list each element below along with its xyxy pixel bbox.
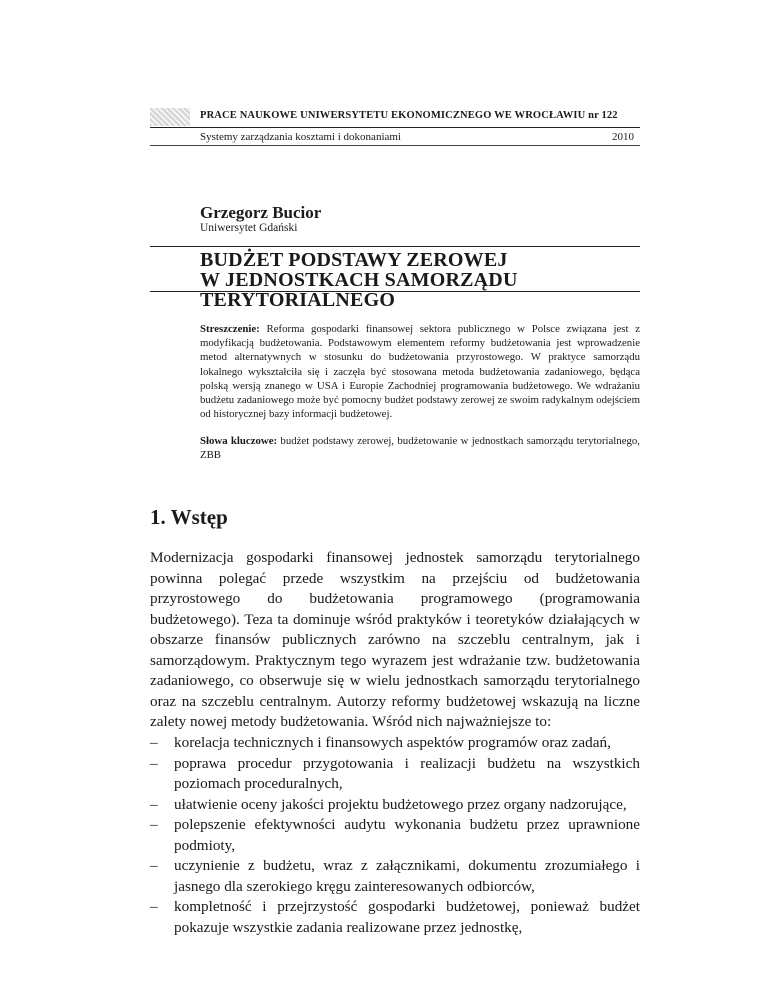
bullet-list [150,733,640,938]
keywords [200,434,640,462]
article-title [200,250,640,310]
list-item: – polepszenie efektywności audytu wykonania budżetu przez uprawnione podmioty, [150,815,640,856]
section-heading: 1. Wstęp [150,505,228,529]
author-affiliation: Uniwersytet Gdański [200,222,298,234]
journal-logo [150,108,190,126]
list-item: – kompletność i przejrzystość gospodarki budżetowej, ponieważ budżet pokazuje wszystkie zadania realizowane przez jednostkę, [150,897,640,938]
body-paragraph: Modernizacja gospodarki finansowej jednostek samorządu terytorialnego powinna polegać przede wszystkim na przejściu od budżetowania przyrostowego do budżetowania programowego (programowania budżetowego). Teza ta dominuje wśród praktyków i teoretyków działających w obszarze finansów publicznych zarówno na szczeblu centralnym, jak i samorządowym. Praktycznym tego wyrazem jest wdrażanie tzw. budżetowania zadaniowego, co obserwuje się w wielu jednostkach samorządu terytorialnego oraz na szczeblu centralnym. Autorzy reformy budżetowej wskazują na liczne zalety nowej metody budżetowania. Wśród nich najważniejsze to: [150,549,640,730]
list-item: – ułatwienie oceny jakości projektu budżetowego przez organy nadzorujące, [150,795,640,816]
keywords-label: Słowa kluczowe: [200,435,278,447]
author-name: Grzegorz Bucior [200,203,322,222]
header-rule [150,127,640,128]
list-item: – korelacja technicznych i finansowych aspektów programów oraz zadań, [150,733,640,754]
publication-year: 2010 [612,131,634,143]
list-item: – uczynienie z budżetu, wraz z załącznikami, dokumentu zrozumiałego i jasnego dla szerokiego kręgu zainteresowanych odbiorców, [150,856,640,897]
abstract-text: Reforma gospodarki finansowej sektora publicznego w Polsce związana jest z modyfikacją budżetowania. Podstawowym elementem reformy budżetowania jest wprowadzenie metod alternatywnych w stosunku do budżetowania przyrostowego. W praktyce samorządu lokalnego wykształciła się i zaczęła być stosowana metoda budżetowania zadaniowego, będąca polską wersją znanego w USA i Europie Zachodniej programowania budżetowego. We wdrażaniu budżetu zadaniowego może być pomocny budżet podstawy zerowej ze swoim radykalnym odejściem od historycznej bazy informacji budżetowej. [200,323,641,421]
abstract-label: Streszczenie: [200,323,260,335]
series-title: Systemy zarządzania kosztami i dokonaniami [200,131,401,143]
list-item: – poprawa procedur przygotowania i realizacji budżetu na wszystkich poziomach proceduralnych, [150,754,640,795]
title-rule-top [150,246,640,247]
keywords-text: budżet podstawy zerowej, budżetowanie w jednostkach samorządu terytorialnego, ZBB [200,435,640,462]
journal-title: PRACE NAUKOWE UNIWERSYTETU EKONOMICZNEGO WE WROCŁAWIU nr 122 [200,110,618,121]
article-title-line-2: W JEDNOSTKACH SAMORZĄDU TERYTORIALNEGO [200,269,518,311]
article-title-line-1: BUDŻET PODSTAWY ZEROWEJ [200,249,508,271]
title-rule-bottom [150,291,640,292]
abstract [200,322,640,421]
subheader-rule [150,145,640,146]
